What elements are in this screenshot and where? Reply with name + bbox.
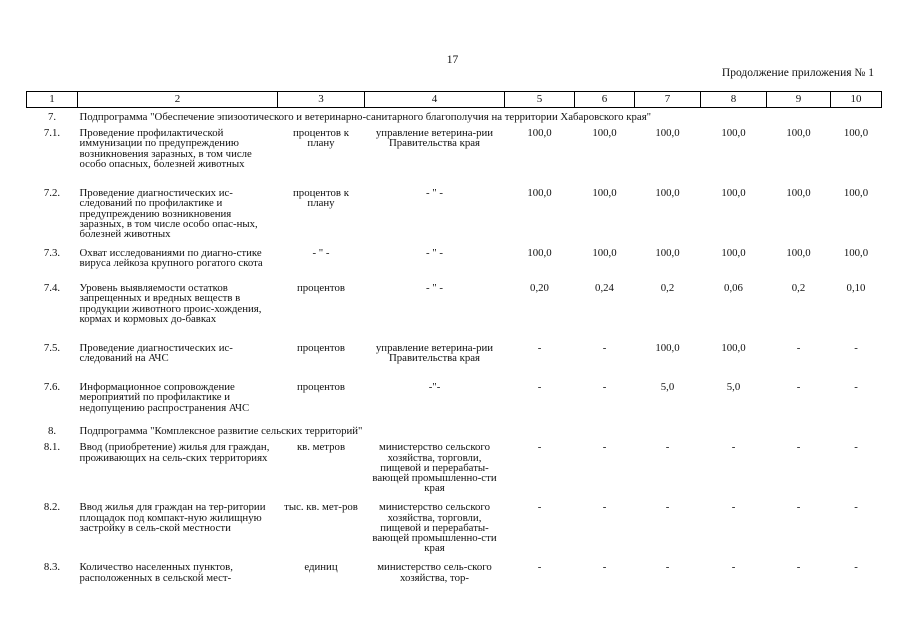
value-col-6: - xyxy=(602,342,607,355)
value-col-5: 100,0 xyxy=(527,127,552,140)
unit: процентов xyxy=(297,381,345,394)
value-col-6: 0,24 xyxy=(595,282,614,295)
value-col-10: - xyxy=(854,381,858,394)
value-col-8: - xyxy=(731,501,736,514)
indicator-name: Охват исследованиями по диагно-стике вируса лейкоза крупного рогатого скота xyxy=(79,247,263,270)
value-col-7: 100,0 xyxy=(655,342,680,355)
value-col-7: 5,0 xyxy=(660,381,675,394)
value-col-10: 0,10 xyxy=(846,282,866,295)
unit: процентов к плану xyxy=(293,187,349,210)
value-col-10: - xyxy=(854,501,858,514)
value-col-5: 0,20 xyxy=(530,282,549,295)
table-row xyxy=(27,440,882,500)
col-header-8: 8 xyxy=(701,92,767,108)
unit: - " - xyxy=(312,247,330,260)
executor: управление ветерина-рии Правительства края xyxy=(375,127,494,150)
executor: - " - xyxy=(426,282,443,295)
col-header-3: 3 xyxy=(278,92,365,108)
subprogram-number: 7. xyxy=(47,111,57,123)
indicator-name: Ввод (приобретение) жилья для граждан, проживающих на сель-ских территориях xyxy=(79,441,270,464)
value-col-5: - xyxy=(537,501,542,514)
subprogram-number: 8. xyxy=(47,425,57,438)
subprogram-title: Подпрограмма "Обеспечение эпизоотического и ветеринарно-санитарного благополучия на территории Хабаровского края" xyxy=(79,111,652,123)
table-row xyxy=(27,500,882,560)
unit: кв. метров xyxy=(296,441,346,454)
value-col-8: 100,0 xyxy=(721,342,746,355)
table-row xyxy=(27,246,882,281)
value-col-6: 100,0 xyxy=(592,127,617,140)
value-col-8: 100,0 xyxy=(721,187,746,200)
unit: тыс. кв. мет-ров xyxy=(284,501,358,514)
value-col-5: 100,0 xyxy=(527,247,552,260)
value-col-6: 100,0 xyxy=(592,247,617,260)
value-col-5: - xyxy=(537,441,542,454)
table-row xyxy=(27,186,882,246)
executor: - " - xyxy=(426,247,443,260)
value-col-9: - xyxy=(796,561,801,574)
subprogram-row xyxy=(27,108,882,127)
table-row xyxy=(27,560,882,594)
value-col-9: 100,0 xyxy=(786,247,811,260)
value-col-9: - xyxy=(796,381,801,394)
unit: процентов к плану xyxy=(293,127,349,150)
value-col-9: - xyxy=(796,342,801,355)
value-col-10: 100,0 xyxy=(843,127,869,140)
indicator-name: Количество населенных пунктов, расположенных в сельской мест- xyxy=(79,561,233,584)
value-col-5: - xyxy=(537,342,542,355)
value-col-6: - xyxy=(602,381,607,394)
indicator-name: Проведение диагностических ис-следований на АЧС xyxy=(79,342,233,365)
executor: - " - xyxy=(426,187,443,200)
indicator-name: Уровень выявляемости остатков запрещенных и вредных веществ в продукции животного проис-хождения, кормах и кормовых до-бавках xyxy=(79,282,262,325)
value-col-10: - xyxy=(854,342,858,355)
value-col-6: - xyxy=(602,561,607,574)
value-col-10: 100,0 xyxy=(843,247,869,260)
col-header-5: 5 xyxy=(505,92,575,108)
value-col-9: 0,2 xyxy=(791,282,806,295)
value-col-9: 100,0 xyxy=(786,127,811,140)
col-header-1: 1 xyxy=(27,92,78,108)
value-col-5: 100,0 xyxy=(527,187,552,200)
value-col-8: 0,06 xyxy=(724,282,743,295)
table-row xyxy=(27,281,882,341)
header-row xyxy=(27,92,882,108)
col-header-4: 4 xyxy=(365,92,505,108)
value-col-10: - xyxy=(854,561,858,574)
value-col-8: 5,0 xyxy=(726,381,741,394)
indicator-name: Информационное сопровождение мероприятий по профилактике и недопущению распространения АЧС xyxy=(79,381,250,414)
row-number: 8.2. xyxy=(43,501,61,514)
value-col-7: 0,2 xyxy=(660,282,675,295)
indicator-name: Проведение диагностических ис-следований по профилактике и предупреждению возникновения заразных, в том числе особо опас-ных, болезней животных xyxy=(79,187,258,241)
unit: процентов xyxy=(297,282,345,295)
row-number: 8.3. xyxy=(43,561,61,574)
table-row xyxy=(27,341,882,380)
value-col-7: 100,0 xyxy=(655,247,680,260)
indicator-name: Проведение профилактической иммунизации по предупреждению возникновения заразных, в том числе особо опасных, болезней животных xyxy=(79,127,252,170)
col-header-10: 10 xyxy=(831,92,882,108)
row-number: 7.3. xyxy=(43,247,61,260)
row-number: 7.5. xyxy=(43,342,61,355)
col-header-6: 6 xyxy=(575,92,635,108)
executor: министерство сельского хозяйства, торговли, пищевой и перерабаты-вающей промышленно-сти края xyxy=(372,501,497,555)
value-col-5: - xyxy=(537,381,542,394)
row-number: 8.1. xyxy=(43,441,61,454)
value-col-10: 100,0 xyxy=(843,187,869,200)
value-col-9: - xyxy=(796,441,801,454)
value-col-8: 100,0 xyxy=(721,247,746,260)
value-col-6: 100,0 xyxy=(592,187,617,200)
indicators-table xyxy=(26,91,882,594)
value-col-7: - xyxy=(665,561,670,574)
value-col-8: - xyxy=(731,561,736,574)
unit: единиц xyxy=(304,561,338,574)
value-col-8: 100,0 xyxy=(721,127,746,140)
value-col-6: - xyxy=(602,441,607,454)
subprogram-title: Подпрограмма "Комплексное развитие сельских территорий" xyxy=(79,425,363,438)
value-col-6: - xyxy=(602,501,607,514)
value-col-5: - xyxy=(537,561,542,574)
executor: министерство сель-ского хозяйства, тор- xyxy=(377,561,492,584)
col-header-7: 7 xyxy=(635,92,701,108)
col-header-2: 2 xyxy=(78,92,278,108)
row-number: 7.1. xyxy=(43,127,61,140)
executor: -"- xyxy=(428,381,441,394)
indicator-name: Ввод жилья для граждан на тер-ритории площадок под компакт-ную жилищную застройку в сель-ской местности xyxy=(79,501,266,534)
unit: процентов xyxy=(297,342,345,355)
table-row xyxy=(27,126,882,186)
row-number: 7.2. xyxy=(43,187,61,200)
row-number: 7.4. xyxy=(43,282,61,295)
page-number: 17 xyxy=(446,54,459,66)
value-col-9: - xyxy=(796,501,801,514)
continuation-label: Продолжение приложения № 1 xyxy=(721,67,874,79)
value-col-8: - xyxy=(731,441,736,454)
value-col-7: - xyxy=(665,441,670,454)
subprogram-row xyxy=(27,422,882,440)
value-col-9: 100,0 xyxy=(786,187,811,200)
value-col-10: - xyxy=(854,441,858,454)
row-number: 7.6. xyxy=(43,381,61,394)
col-header-9: 9 xyxy=(767,92,831,108)
table-row xyxy=(27,380,882,422)
executor: министерство сельского хозяйства, торговли, пищевой и перерабаты-вающей промышленно-сти края xyxy=(372,441,497,495)
value-col-7: 100,0 xyxy=(655,187,680,200)
value-col-7: - xyxy=(665,501,670,514)
value-col-7: 100,0 xyxy=(655,127,680,140)
executor: управление ветерина-рии Правительства края xyxy=(375,342,494,365)
